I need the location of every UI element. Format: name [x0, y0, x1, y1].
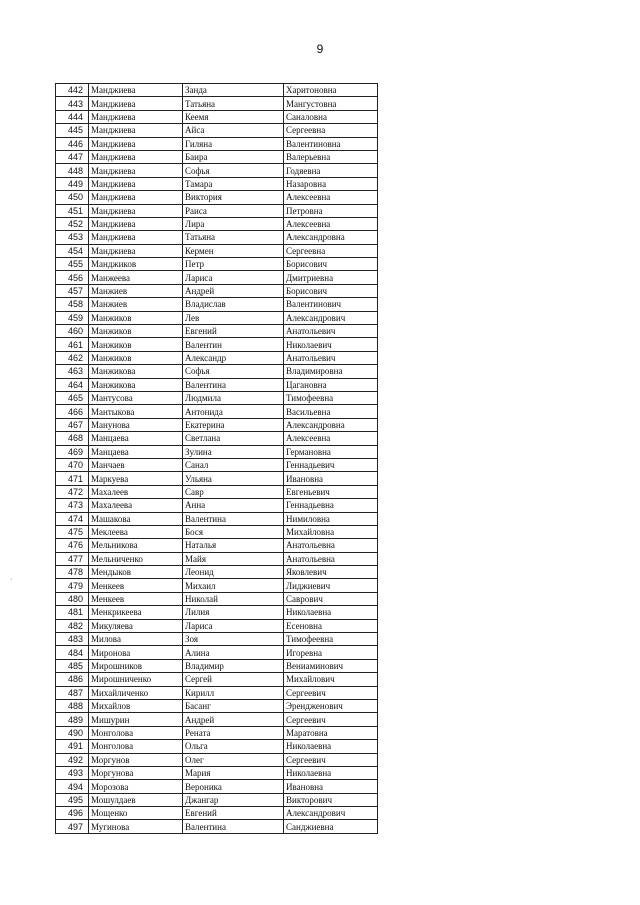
row-number-cell: 495 — [56, 793, 89, 806]
patronymic-cell: Санджиевна — [284, 820, 378, 833]
last-name-cell: Мощенко — [89, 807, 183, 820]
row-number-cell: 487 — [56, 686, 89, 699]
first-name-cell: Валентина — [183, 512, 284, 525]
first-name-cell: Петр — [183, 258, 284, 271]
table-row — [56, 807, 378, 820]
row-number-cell: 456 — [56, 271, 89, 284]
last-name-cell: Манжиков — [89, 351, 183, 364]
first-name-cell: Андрей — [183, 284, 284, 297]
table-row — [56, 311, 378, 324]
first-name-cell: Олег — [183, 753, 284, 766]
last-name-cell: Маркуева — [89, 472, 183, 485]
table-row — [56, 191, 378, 204]
table-row — [56, 699, 378, 712]
last-name-cell: Манжиков — [89, 338, 183, 351]
patronymic-cell: Дмитриевна — [284, 271, 378, 284]
table-row — [56, 458, 378, 471]
table-row — [56, 164, 378, 177]
last-name-cell: Мантыкова — [89, 405, 183, 418]
first-name-cell: Людмила — [183, 391, 284, 404]
table-row — [56, 512, 378, 525]
patronymic-cell: Валентиновна — [284, 137, 378, 150]
row-number-cell: 475 — [56, 525, 89, 538]
last-name-cell: Манжикова — [89, 365, 183, 378]
table-row — [56, 606, 378, 619]
last-name-cell: Манджиева — [89, 177, 183, 190]
patronymic-cell: Геннадьевич — [284, 458, 378, 471]
last-name-cell: Манунова — [89, 418, 183, 431]
first-name-cell: Кирилл — [183, 686, 284, 699]
first-name-cell: Татьяна — [183, 231, 284, 244]
last-name-cell: Монголова — [89, 726, 183, 739]
first-name-cell: Алина — [183, 646, 284, 659]
patronymic-cell: Борисович — [284, 258, 378, 271]
first-name-cell: Савр — [183, 485, 284, 498]
first-name-cell: Раиса — [183, 204, 284, 217]
table-row — [56, 365, 378, 378]
patronymic-cell: Александрович — [284, 807, 378, 820]
row-number-cell: 484 — [56, 646, 89, 659]
patronymic-cell: Николаевна — [284, 606, 378, 619]
patronymic-cell: Мангустовна — [284, 97, 378, 110]
row-number-cell: 458 — [56, 298, 89, 311]
row-number-cell: 449 — [56, 177, 89, 190]
last-name-cell: Манджиева — [89, 84, 183, 97]
table-row — [56, 84, 378, 97]
last-name-cell: Манджиева — [89, 217, 183, 230]
page-number: 9 — [316, 42, 324, 56]
first-name-cell: Виктория — [183, 191, 284, 204]
row-number-cell: 460 — [56, 325, 89, 338]
last-name-cell: Махалеева — [89, 499, 183, 512]
last-name-cell: Мендыков — [89, 566, 183, 579]
last-name-cell: Махалеев — [89, 485, 183, 498]
roster-body — [56, 84, 378, 834]
last-name-cell: Михайличенко — [89, 686, 183, 699]
patronymic-cell: Александрович — [284, 311, 378, 324]
last-name-cell: Манджиева — [89, 110, 183, 123]
row-number-cell: 444 — [56, 110, 89, 123]
patronymic-cell: Петровна — [284, 204, 378, 217]
table-row — [56, 579, 378, 592]
table-row — [56, 445, 378, 458]
row-number-cell: 490 — [56, 726, 89, 739]
row-number-cell: 466 — [56, 405, 89, 418]
first-name-cell: Лариса — [183, 619, 284, 632]
table-row — [56, 217, 378, 230]
scan-mark: · — [10, 575, 13, 584]
patronymic-cell: Вениаминович — [284, 659, 378, 672]
last-name-cell: Манджиева — [89, 191, 183, 204]
row-number-cell: 467 — [56, 418, 89, 431]
last-name-cell: Монголова — [89, 740, 183, 753]
table-row — [56, 726, 378, 739]
last-name-cell: Манжиков — [89, 325, 183, 338]
table-row — [56, 391, 378, 404]
table-row — [56, 673, 378, 686]
patronymic-cell: Анатольевна — [284, 552, 378, 565]
row-number-cell: 473 — [56, 499, 89, 512]
first-name-cell: Владислав — [183, 298, 284, 311]
first-name-cell: Тамара — [183, 177, 284, 190]
table-row — [56, 298, 378, 311]
row-number-cell: 480 — [56, 592, 89, 605]
table-row — [56, 793, 378, 806]
table-row — [56, 244, 378, 257]
first-name-cell: Джангар — [183, 793, 284, 806]
last-name-cell: Манджиева — [89, 97, 183, 110]
row-number-cell: 455 — [56, 258, 89, 271]
table-row — [56, 713, 378, 726]
patronymic-cell: Викторович — [284, 793, 378, 806]
row-number-cell: 483 — [56, 633, 89, 646]
row-number-cell: 448 — [56, 164, 89, 177]
last-name-cell: Мирошников — [89, 659, 183, 672]
patronymic-cell: Николаевич — [284, 338, 378, 351]
first-name-cell: Лев — [183, 311, 284, 324]
first-name-cell: Майя — [183, 552, 284, 565]
first-name-cell: Екатерина — [183, 418, 284, 431]
patronymic-cell: Валерьевна — [284, 150, 378, 163]
first-name-cell: Светлана — [183, 432, 284, 445]
table-row — [56, 619, 378, 632]
first-name-cell: Ольга — [183, 740, 284, 753]
patronymic-cell: Игоревна — [284, 646, 378, 659]
table-row — [56, 592, 378, 605]
row-number-cell: 477 — [56, 552, 89, 565]
last-name-cell: Манджиева — [89, 164, 183, 177]
table-row — [56, 231, 378, 244]
table-row — [56, 432, 378, 445]
first-name-cell: Валентина — [183, 378, 284, 391]
table-row — [56, 525, 378, 538]
row-number-cell: 497 — [56, 820, 89, 833]
table-row — [56, 539, 378, 552]
row-number-cell: 453 — [56, 231, 89, 244]
table-row — [56, 633, 378, 646]
patronymic-cell: Есеновна — [284, 619, 378, 632]
last-name-cell: Меклеева — [89, 525, 183, 538]
row-number-cell: 445 — [56, 124, 89, 137]
last-name-cell: Манжиков — [89, 311, 183, 324]
first-name-cell: Санал — [183, 458, 284, 471]
row-number-cell: 461 — [56, 338, 89, 351]
table-row — [56, 552, 378, 565]
table-row — [56, 258, 378, 271]
last-name-cell: Менкрикеева — [89, 606, 183, 619]
last-name-cell: Манжеева — [89, 271, 183, 284]
table-row — [56, 418, 378, 431]
patronymic-cell: Саналовна — [284, 110, 378, 123]
last-name-cell: Манджиева — [89, 124, 183, 137]
first-name-cell: Сергей — [183, 673, 284, 686]
row-number-cell: 488 — [56, 699, 89, 712]
row-number-cell: 465 — [56, 391, 89, 404]
first-name-cell: Зоя — [183, 633, 284, 646]
first-name-cell: Ульяна — [183, 472, 284, 485]
patronymic-cell: Анатольевна — [284, 539, 378, 552]
last-name-cell: Манджиева — [89, 244, 183, 257]
patronymic-cell: Александровна — [284, 231, 378, 244]
row-number-cell: 489 — [56, 713, 89, 726]
last-name-cell: Менкеев — [89, 579, 183, 592]
row-number-cell: 486 — [56, 673, 89, 686]
patronymic-cell: Эрендженович — [284, 699, 378, 712]
table-row — [56, 378, 378, 391]
table-row — [56, 485, 378, 498]
first-name-cell: Татьяна — [183, 97, 284, 110]
patronymic-cell: Николаевна — [284, 766, 378, 779]
first-name-cell: Бося — [183, 525, 284, 538]
row-number-cell: 446 — [56, 137, 89, 150]
patronymic-cell: Тимофеевна — [284, 633, 378, 646]
first-name-cell: Лилия — [183, 606, 284, 619]
patronymic-cell: Анатольевич — [284, 325, 378, 338]
row-number-cell: 443 — [56, 97, 89, 110]
row-number-cell: 485 — [56, 659, 89, 672]
table-row — [56, 820, 378, 833]
last-name-cell: Милова — [89, 633, 183, 646]
table-row — [56, 566, 378, 579]
row-number-cell: 470 — [56, 458, 89, 471]
first-name-cell: Михаил — [183, 579, 284, 592]
last-name-cell: Мельникова — [89, 539, 183, 552]
first-name-cell: Кеемя — [183, 110, 284, 123]
first-name-cell: Евгений — [183, 807, 284, 820]
row-number-cell: 479 — [56, 579, 89, 592]
row-number-cell: 463 — [56, 365, 89, 378]
patronymic-cell: Назаровна — [284, 177, 378, 190]
table-row — [56, 271, 378, 284]
row-number-cell: 451 — [56, 204, 89, 217]
last-name-cell: Мугинова — [89, 820, 183, 833]
first-name-cell: Владимир — [183, 659, 284, 672]
table-row — [56, 646, 378, 659]
patronymic-cell: Алексеевна — [284, 191, 378, 204]
first-name-cell: Зулина — [183, 445, 284, 458]
table-row — [56, 124, 378, 137]
first-name-cell: Валентина — [183, 820, 284, 833]
patronymic-cell: Харитоновна — [284, 84, 378, 97]
last-name-cell: Морозова — [89, 780, 183, 793]
patronymic-cell: Маратовна — [284, 726, 378, 739]
table-row — [56, 137, 378, 150]
row-number-cell: 493 — [56, 766, 89, 779]
last-name-cell: Микуляева — [89, 619, 183, 632]
first-name-cell: Николай — [183, 592, 284, 605]
table-row — [56, 659, 378, 672]
row-number-cell: 457 — [56, 284, 89, 297]
row-number-cell: 464 — [56, 378, 89, 391]
first-name-cell: Айса — [183, 124, 284, 137]
last-name-cell: Мирошниченко — [89, 673, 183, 686]
last-name-cell: Моргунов — [89, 753, 183, 766]
row-number-cell: 478 — [56, 566, 89, 579]
row-number-cell: 459 — [56, 311, 89, 324]
last-name-cell: Мантусова — [89, 391, 183, 404]
last-name-cell: Манджиева — [89, 231, 183, 244]
last-name-cell: Миронова — [89, 646, 183, 659]
last-name-cell: Михайлов — [89, 699, 183, 712]
patronymic-cell: Евгеньевич — [284, 485, 378, 498]
patronymic-cell: Яковлевич — [284, 566, 378, 579]
table-row — [56, 284, 378, 297]
last-name-cell: Манжикова — [89, 378, 183, 391]
first-name-cell: Леонид — [183, 566, 284, 579]
patronymic-cell: Германовна — [284, 445, 378, 458]
patronymic-cell: Сергеевна — [284, 124, 378, 137]
last-name-cell: Манжиев — [89, 298, 183, 311]
patronymic-cell: Валентинович — [284, 298, 378, 311]
last-name-cell: Мошулдаев — [89, 793, 183, 806]
row-number-cell: 454 — [56, 244, 89, 257]
table-row — [56, 150, 378, 163]
table-row — [56, 338, 378, 351]
table-row — [56, 499, 378, 512]
first-name-cell: Лариса — [183, 271, 284, 284]
patronymic-cell: Нимиловна — [284, 512, 378, 525]
row-number-cell: 469 — [56, 445, 89, 458]
row-number-cell: 496 — [56, 807, 89, 820]
first-name-cell: Андрей — [183, 713, 284, 726]
patronymic-cell: Лиджиевич — [284, 579, 378, 592]
last-name-cell: Мишурин — [89, 713, 183, 726]
patronymic-cell: Алексеевна — [284, 432, 378, 445]
patronymic-cell: Михайлович — [284, 673, 378, 686]
table-row — [56, 405, 378, 418]
patronymic-cell: Тимофеевна — [284, 391, 378, 404]
first-name-cell: Басанг — [183, 699, 284, 712]
first-name-cell: Анна — [183, 499, 284, 512]
patronymic-cell: Николаевна — [284, 740, 378, 753]
table-row — [56, 204, 378, 217]
table-row — [56, 740, 378, 753]
last-name-cell: Мельниченко — [89, 552, 183, 565]
table-row — [56, 766, 378, 779]
row-number-cell: 450 — [56, 191, 89, 204]
roster-table — [55, 83, 378, 834]
table-row — [56, 472, 378, 485]
row-number-cell: 468 — [56, 432, 89, 445]
table-row — [56, 325, 378, 338]
table-row — [56, 686, 378, 699]
patronymic-cell: Михайловна — [284, 525, 378, 538]
last-name-cell: Манчаев — [89, 458, 183, 471]
row-number-cell: 447 — [56, 150, 89, 163]
last-name-cell: Манджиков — [89, 258, 183, 271]
first-name-cell: Рената — [183, 726, 284, 739]
patronymic-cell: Сергеевна — [284, 244, 378, 257]
row-number-cell: 474 — [56, 512, 89, 525]
patronymic-cell: Сергеевич — [284, 753, 378, 766]
patronymic-cell: Анатольевич — [284, 351, 378, 364]
patronymic-cell: Годяевна — [284, 164, 378, 177]
first-name-cell: Мария — [183, 766, 284, 779]
row-number-cell: 452 — [56, 217, 89, 230]
first-name-cell: Кермен — [183, 244, 284, 257]
first-name-cell: Валентин — [183, 338, 284, 351]
first-name-cell: Вероника — [183, 780, 284, 793]
first-name-cell: Баира — [183, 150, 284, 163]
row-number-cell: 482 — [56, 619, 89, 632]
patronymic-cell: Борисович — [284, 284, 378, 297]
first-name-cell: Антонида — [183, 405, 284, 418]
row-number-cell: 472 — [56, 485, 89, 498]
row-number-cell: 491 — [56, 740, 89, 753]
last-name-cell: Менкеев — [89, 592, 183, 605]
table-row — [56, 351, 378, 364]
first-name-cell: Евгений — [183, 325, 284, 338]
last-name-cell: Манцаева — [89, 445, 183, 458]
row-number-cell: 481 — [56, 606, 89, 619]
last-name-cell: Манджиева — [89, 204, 183, 217]
row-number-cell: 471 — [56, 472, 89, 485]
patronymic-cell: Ивановна — [284, 780, 378, 793]
first-name-cell: Занда — [183, 84, 284, 97]
last-name-cell: Манцаева — [89, 432, 183, 445]
first-name-cell: Наталья — [183, 539, 284, 552]
last-name-cell: Манджиева — [89, 137, 183, 150]
patronymic-cell: Ивановна — [284, 472, 378, 485]
last-name-cell: Моргунова — [89, 766, 183, 779]
last-name-cell: Манжиев — [89, 284, 183, 297]
row-number-cell: 476 — [56, 539, 89, 552]
patronymic-cell: Сергеевич — [284, 713, 378, 726]
patronymic-cell: Александровна — [284, 418, 378, 431]
table-row — [56, 753, 378, 766]
patronymic-cell: Геннадьевна — [284, 499, 378, 512]
table-row — [56, 110, 378, 123]
patronymic-cell: Васильевна — [284, 405, 378, 418]
patronymic-cell: Сергеевич — [284, 686, 378, 699]
patronymic-cell: Алексеевна — [284, 217, 378, 230]
patronymic-cell: Саврович — [284, 592, 378, 605]
last-name-cell: Машакова — [89, 512, 183, 525]
table-row — [56, 780, 378, 793]
table-row — [56, 177, 378, 190]
patronymic-cell: Владимировна — [284, 365, 378, 378]
row-number-cell: 462 — [56, 351, 89, 364]
patronymic-cell: Цагановна — [284, 378, 378, 391]
first-name-cell: Софья — [183, 365, 284, 378]
row-number-cell: 492 — [56, 753, 89, 766]
first-name-cell: Гиляна — [183, 137, 284, 150]
last-name-cell: Манджиева — [89, 150, 183, 163]
first-name-cell: Софья — [183, 164, 284, 177]
table-row — [56, 97, 378, 110]
row-number-cell: 494 — [56, 780, 89, 793]
first-name-cell: Лира — [183, 217, 284, 230]
first-name-cell: Александр — [183, 351, 284, 364]
row-number-cell: 442 — [56, 84, 89, 97]
